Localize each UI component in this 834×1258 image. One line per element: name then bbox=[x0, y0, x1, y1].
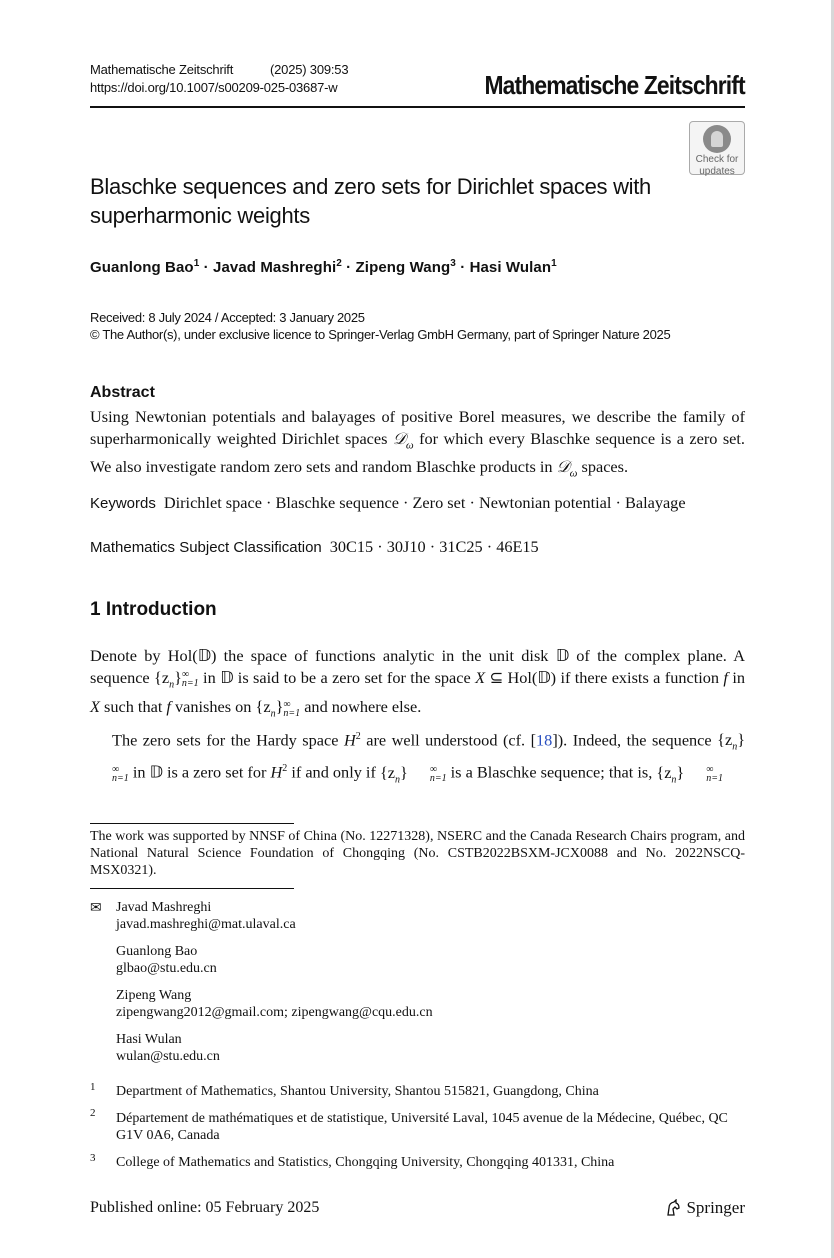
text-run: in 𝔻 is said to be a zero set for the space bbox=[198, 668, 476, 687]
footnote-rule bbox=[90, 823, 294, 824]
text-run: is a Blaschke sequence; that is, bbox=[446, 762, 657, 782]
volume-info: (2025) 309:53 bbox=[270, 62, 349, 77]
author-affiliation-mark: 1 bbox=[193, 258, 200, 269]
weight-symbol: ω bbox=[569, 467, 578, 480]
affiliation-number: 1 bbox=[90, 1081, 96, 1093]
math-var: H bbox=[270, 762, 283, 782]
text-run: in 𝔻 is a zero set for bbox=[128, 762, 271, 782]
abstract-part: for which every Blaschke sequence is a zero set. We also investigate random zero sets and random Blaschke products in bbox=[90, 429, 745, 477]
affiliation-text: College of Mathematics and Statistics, Chongqing University, Chongqing 401331, China bbox=[116, 1155, 615, 1170]
published-date: Published online: 05 February 2025 bbox=[90, 1199, 320, 1216]
introduction-text bbox=[90, 645, 745, 791]
doi-link[interactable]: https://doi.org/10.1007/s00209-025-03687-w bbox=[90, 80, 338, 95]
journal-logo: Mathematische Zeitschrift bbox=[484, 70, 745, 100]
math-sup: 2 bbox=[355, 730, 361, 742]
author-name: Guanlong Bao bbox=[90, 259, 194, 276]
math-var: f bbox=[723, 668, 728, 687]
author-affiliation-mark: 3 bbox=[450, 258, 456, 269]
math-var: f bbox=[166, 697, 171, 717]
journal-name-small: Mathematische Zeitschrift bbox=[90, 62, 234, 77]
text-run: such that bbox=[99, 697, 167, 717]
author-name: Zipeng Wang bbox=[355, 259, 451, 276]
sequence-symbol: $\{z_n\}$ ∞ n=1 bbox=[255, 697, 301, 720]
text-run: vanishes on bbox=[170, 697, 256, 717]
abstract-part: spaces. bbox=[577, 457, 629, 477]
sequence-symbol: $\{z_n\}$ ∞ n=1 bbox=[154, 668, 199, 691]
citation-link[interactable]: 18 bbox=[536, 729, 553, 749]
contact-email[interactable]: zipengwang2012@gmail.com; zipengwang@cqu.edu.cn bbox=[116, 1005, 433, 1020]
envelope-icon: ✉ bbox=[90, 900, 102, 916]
publisher-logo bbox=[664, 1198, 745, 1218]
abstract-part: Using Newtonian potentials and balayages of positive Borel measures, we describe the family of superharmonically weighted Dirichlet spaces bbox=[90, 407, 745, 448]
dirichlet-space-symbol: 𝒟 bbox=[392, 429, 406, 448]
author-separator: · bbox=[199, 259, 214, 276]
text-run: ]). Indeed, the sequence bbox=[552, 729, 718, 749]
affiliation-text: Département de mathématiques et de statistique, Université Laval, 1045 avenue de la Médecine, Québec, QC G1V 0A6, Canada bbox=[116, 1111, 728, 1143]
contact-block bbox=[116, 899, 296, 933]
contact-email[interactable]: glbao@stu.edu.cn bbox=[116, 961, 217, 976]
contact-name: Hasi Wulan bbox=[116, 1032, 182, 1047]
section-heading-introduction: 1 Introduction bbox=[90, 599, 217, 620]
text-run: and nowhere else. bbox=[300, 697, 422, 717]
text-run: if and only if bbox=[287, 762, 380, 782]
author-name: Javad Mashreghi bbox=[213, 259, 337, 276]
affiliation-text: Department of Mathematics, Shantou University, Shantou 515821, Guangdong, China bbox=[116, 1084, 599, 1099]
sequence-symbol: $\{z_n\}$ ∞ n=1 bbox=[379, 762, 447, 785]
author-affiliation-mark: 1 bbox=[551, 258, 557, 269]
msc-label: Mathematics Subject Classification bbox=[90, 539, 322, 556]
msc-text: 30C15 · 30J10 · 31C25 · 46E15 bbox=[329, 537, 539, 556]
affiliation-number: 3 bbox=[90, 1152, 96, 1164]
contact-email[interactable]: wulan@stu.edu.cn bbox=[116, 1049, 220, 1064]
abstract-heading: Abstract bbox=[90, 384, 155, 401]
text-run: The zero sets for the Hardy space bbox=[112, 729, 344, 749]
author-name: Hasi Wulan bbox=[469, 259, 552, 276]
text-run: Denote by Hol(𝔻) the space of functions analytic in the unit disk 𝔻 of the complex plane. A sequence bbox=[90, 646, 745, 687]
affiliation-number: 2 bbox=[90, 1107, 96, 1119]
text-run: are well understood (cf. [ bbox=[360, 729, 537, 749]
updates-line-2: updates bbox=[699, 166, 735, 177]
paper-title: Blaschke sequences and zero sets for Dirichlet spaces with superharmonic weights bbox=[90, 174, 651, 228]
msc-classification bbox=[90, 537, 770, 557]
contact-block bbox=[116, 987, 433, 1021]
math-var: X bbox=[475, 668, 486, 687]
author-list bbox=[90, 258, 557, 276]
intro-paragraph-2 bbox=[90, 726, 745, 791]
keywords-text: Dirichlet space · Blaschke sequence · Zero set · Newtonian potential · Balayage bbox=[163, 493, 686, 512]
header-rule bbox=[90, 106, 745, 108]
contact-block bbox=[116, 943, 217, 977]
keywords-label: Keywords bbox=[90, 495, 156, 512]
math-sup: 2 bbox=[282, 763, 288, 775]
author-separator: · bbox=[341, 259, 356, 276]
text-run: in bbox=[727, 668, 745, 687]
updates-line-1: Check for bbox=[695, 154, 739, 165]
contact-block bbox=[116, 1031, 220, 1065]
weight-symbol: ω bbox=[405, 439, 414, 452]
contact-name: Guanlong Bao bbox=[116, 944, 198, 959]
intro-paragraph-1 bbox=[90, 645, 745, 726]
keywords bbox=[90, 493, 770, 513]
received-dates: Received: 8 July 2024 / Accepted: 3 January 2025 bbox=[90, 310, 365, 325]
text-run: ⊆ Hol(𝔻) if there exists a function bbox=[485, 668, 724, 687]
sequence-symbol: $\{z_n\}$ ∞ n=1 bbox=[656, 762, 723, 785]
author-separator: · bbox=[455, 259, 470, 276]
bookmark-icon bbox=[703, 125, 731, 153]
springer-horse-icon bbox=[664, 1199, 682, 1217]
sequence-symbol: $\{z_n\}$ ∞ n=1 bbox=[112, 729, 746, 784]
math-var: X bbox=[90, 697, 100, 717]
funding-note: The work was supported by NNSF of China (No. 12271328), NSERC and the Canada Research Chairs program, and National Natural Science Foundation of Chongqing (No. CSTB2022BSXM-JCX0088 and No. 2022NSCQ-MSX0321). bbox=[90, 829, 745, 878]
contact-email[interactable]: javad.mashreghi@mat.ulaval.ca bbox=[116, 917, 296, 932]
author-affiliation-mark: 2 bbox=[336, 258, 342, 269]
dirichlet-space-symbol: 𝒟 bbox=[556, 457, 570, 477]
math-var: H bbox=[343, 729, 356, 749]
check-for-updates-badge[interactable] bbox=[689, 121, 745, 175]
contact-name: Zipeng Wang bbox=[116, 988, 192, 1003]
abstract-text bbox=[90, 406, 745, 485]
footnote-rule bbox=[90, 888, 294, 889]
contact-name: Javad Mashreghi bbox=[116, 900, 212, 915]
publisher-name: Springer bbox=[686, 1198, 745, 1217]
copyright-notice: © The Author(s), under exclusive licence to Springer-Verlag GmbH Germany, part of Springer Nature 2025 bbox=[90, 327, 671, 342]
